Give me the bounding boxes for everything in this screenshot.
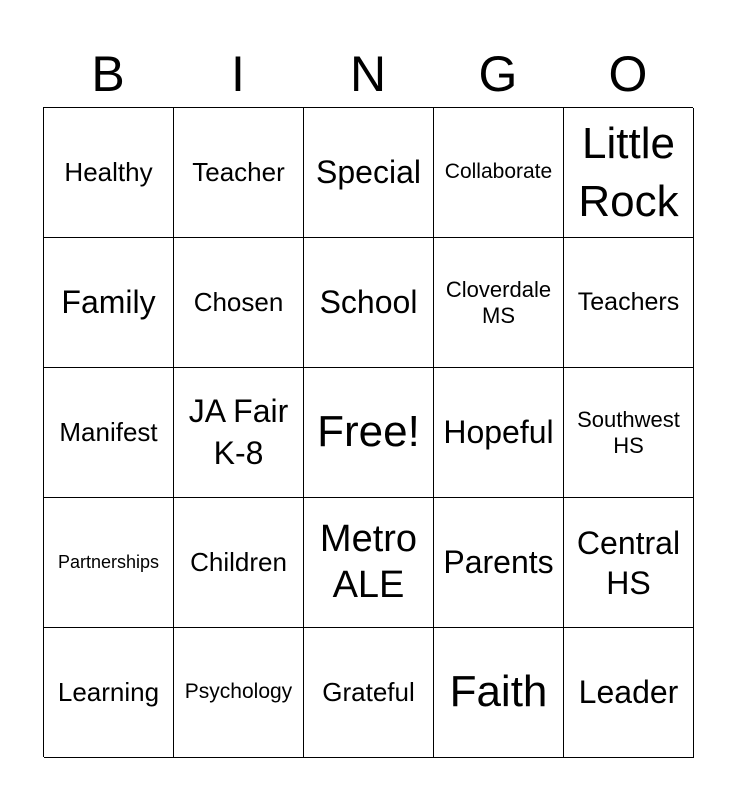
cell-label: Teachers [577,288,680,317]
cell-label: Central HS [576,524,681,601]
header-letter-o: O [608,46,648,102]
cell-label: Psychology [184,680,293,704]
bingo-cell[interactable] [434,498,564,628]
free-space-label: Free! [317,407,420,457]
cell-label: Healthy [64,156,153,187]
bingo-cell[interactable] [434,628,564,758]
header-letter-g: G [478,46,518,102]
cell-label: Children [190,546,287,577]
bingo-cell[interactable] [304,238,434,368]
bingo-cell[interactable] [564,238,694,368]
bingo-cell[interactable] [44,238,174,368]
bingo-board [43,107,693,757]
cell-label: Special [316,154,421,191]
bingo-cell[interactable] [174,368,304,498]
bingo-cell[interactable] [304,498,434,628]
cell-label: Hopeful [443,414,554,451]
cell-label: Parents [443,544,554,581]
bingo-cell[interactable] [304,628,434,758]
bingo-cell[interactable] [44,108,174,238]
header-letter-n: N [349,46,387,102]
bingo-cell[interactable] [174,628,304,758]
cell-label: Metro ALE [319,517,418,606]
bingo-cell[interactable] [564,498,694,628]
cell-label: Chosen [193,286,284,317]
cell-label: Collaborate [444,160,553,184]
bingo-cell[interactable] [434,108,564,238]
cell-label: Faith [449,667,548,717]
cell-label: Family [61,284,156,321]
bingo-cell[interactable] [304,108,434,238]
bingo-cell[interactable] [564,108,694,238]
bingo-cell[interactable] [564,628,694,758]
bingo-cell[interactable] [44,368,174,498]
cell-label: Learning [57,676,160,707]
bingo-cell[interactable] [434,368,564,498]
cell-label: Little Rock [578,119,679,226]
cell-label: Grateful [322,676,415,707]
bingo-cell[interactable] [174,238,304,368]
bingo-cell[interactable] [304,368,434,498]
cell-label: Teacher [192,156,285,187]
bingo-cell[interactable] [44,498,174,628]
bingo-cell[interactable] [174,108,304,238]
bingo-header [43,42,693,106]
header-letter-b: B [91,46,125,102]
bingo-cell[interactable] [174,498,304,628]
cell-label: Cloverdale MS [445,277,552,328]
bingo-cell[interactable] [434,238,564,368]
cell-label: Leader [578,674,679,711]
cell-label: JA Fair K-8 [188,392,289,471]
header-letter-i: I [231,46,245,102]
bingo-cell[interactable] [564,368,694,498]
cell-label: School [319,284,418,321]
bingo-cell[interactable] [44,628,174,758]
cell-label: Manifest [59,416,158,447]
cell-label: Southwest HS [577,407,680,458]
cell-label: Partnerships [57,552,160,573]
